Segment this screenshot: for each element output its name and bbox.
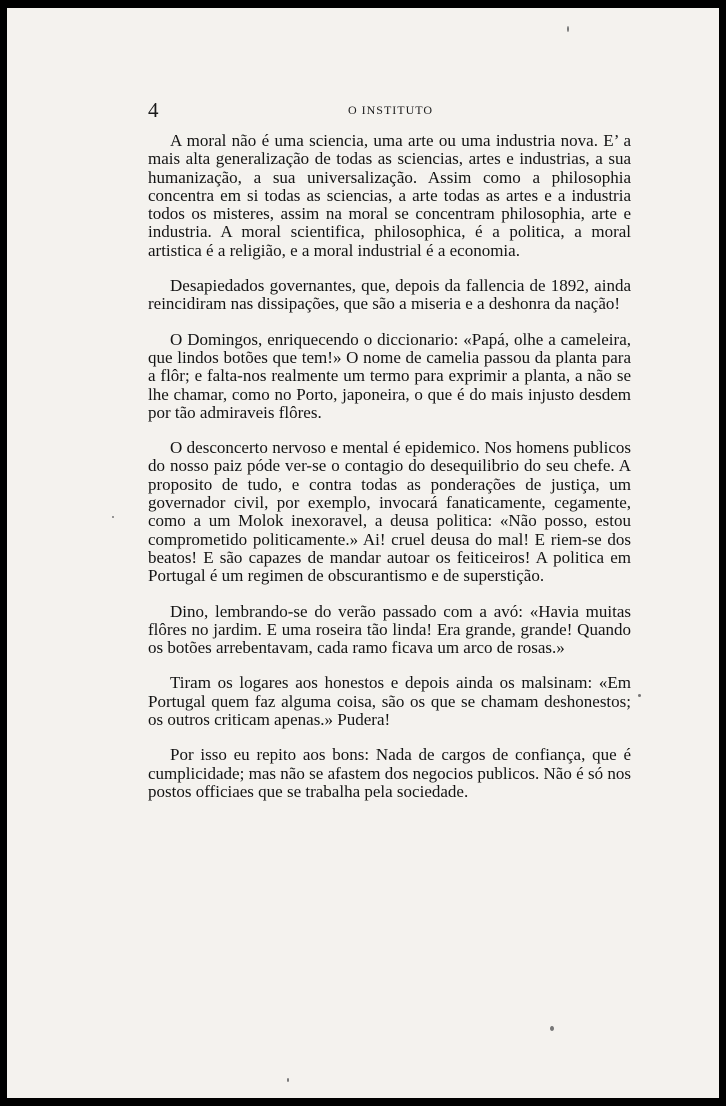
page-header (148, 98, 633, 122)
paper-speck (287, 1078, 289, 1082)
paragraph-logares: Tiram os logares aos honestos e depois ainda os malsinam: «Em Portugal quem faz alguma coisa, são os que se chamam deshonestos; os outros criticam apenas.» Pudera! (148, 673, 631, 730)
body-text (148, 132, 631, 801)
paper-speck (112, 516, 114, 518)
paper-speck (550, 1026, 554, 1031)
paragraph-domingos: O Domingos, enriquecendo o diccionario: «Papá, olhe a cameleira, que lindos botões que tem!» O nome de camelia passou da planta para a flôr; e falta-nos realmente um termo para exprimir a planta, a não se lhe chamar, como no Porto, japoneira, o que é do mais injusto desdem por tão admiraveis flôres. (148, 329, 631, 422)
page-number: 4 (148, 98, 159, 122)
paragraph-dino: Dino, lembrando-se do verão passado com a avó: «Havia muitas flôres no jardim. E uma roseira tão linda! Era grande, grande! Quando os botões arrebentavam, cada ramo ficava um arco de rosas.» (148, 601, 631, 658)
paragraph-governantes: Desapiedados governantes, que, depois da fallencia de 1892, ainda reincidiram nas dissipações, que são a miseria e a deshonra da nação! (148, 276, 631, 314)
paragraph-moral: A moral não é uma sciencia, uma arte ou uma industria nova. E’ a mais alta generalização de todas as sciencias, artes e industrias, a sua humanização, a sua universalização. Assim como a philosophia concentra em si todas as sciencias, a arte todas as artes e a industria todos os misteres, assim na moral se concentram philosophia, arte e industria. A moral scientifica, philosophica, é a politica, a moral artistica é a religião, e a moral industrial é a economia. (148, 131, 631, 260)
paper-speck (638, 694, 641, 697)
paper-speck (567, 26, 569, 32)
paragraph-desconcerto: O desconcerto nervoso e mental é epidemico. Nos homens publicos do nosso paiz póde ver-se o contagio do desequilibrio do seu chefe. A proposito de tudo, e contra todas as ponderações de justiça, um governador civil, por exemplo, invocará fanaticamente, cegamente, como a um Molok inexoravel, a deusa politica: «Não posso, estou comprometido politicamente.» Ai! cruel deusa do mal! E riem-se dos beatos! E são capazes de mandar autoar os feiticeiros! A politica em Portugal é um regimen de obscurantismo e de superstição. (148, 438, 631, 586)
book-page (7, 8, 719, 1098)
paragraph-bons: Por isso eu repito aos bons: Nada de cargos de confiança, que é cumplicidade; mas não se afastem dos negocios publicos. Não é só nos postos officiaes que se trabalha pela sociedade. (148, 745, 631, 801)
running-title: O INSTITUTO (347, 103, 434, 117)
